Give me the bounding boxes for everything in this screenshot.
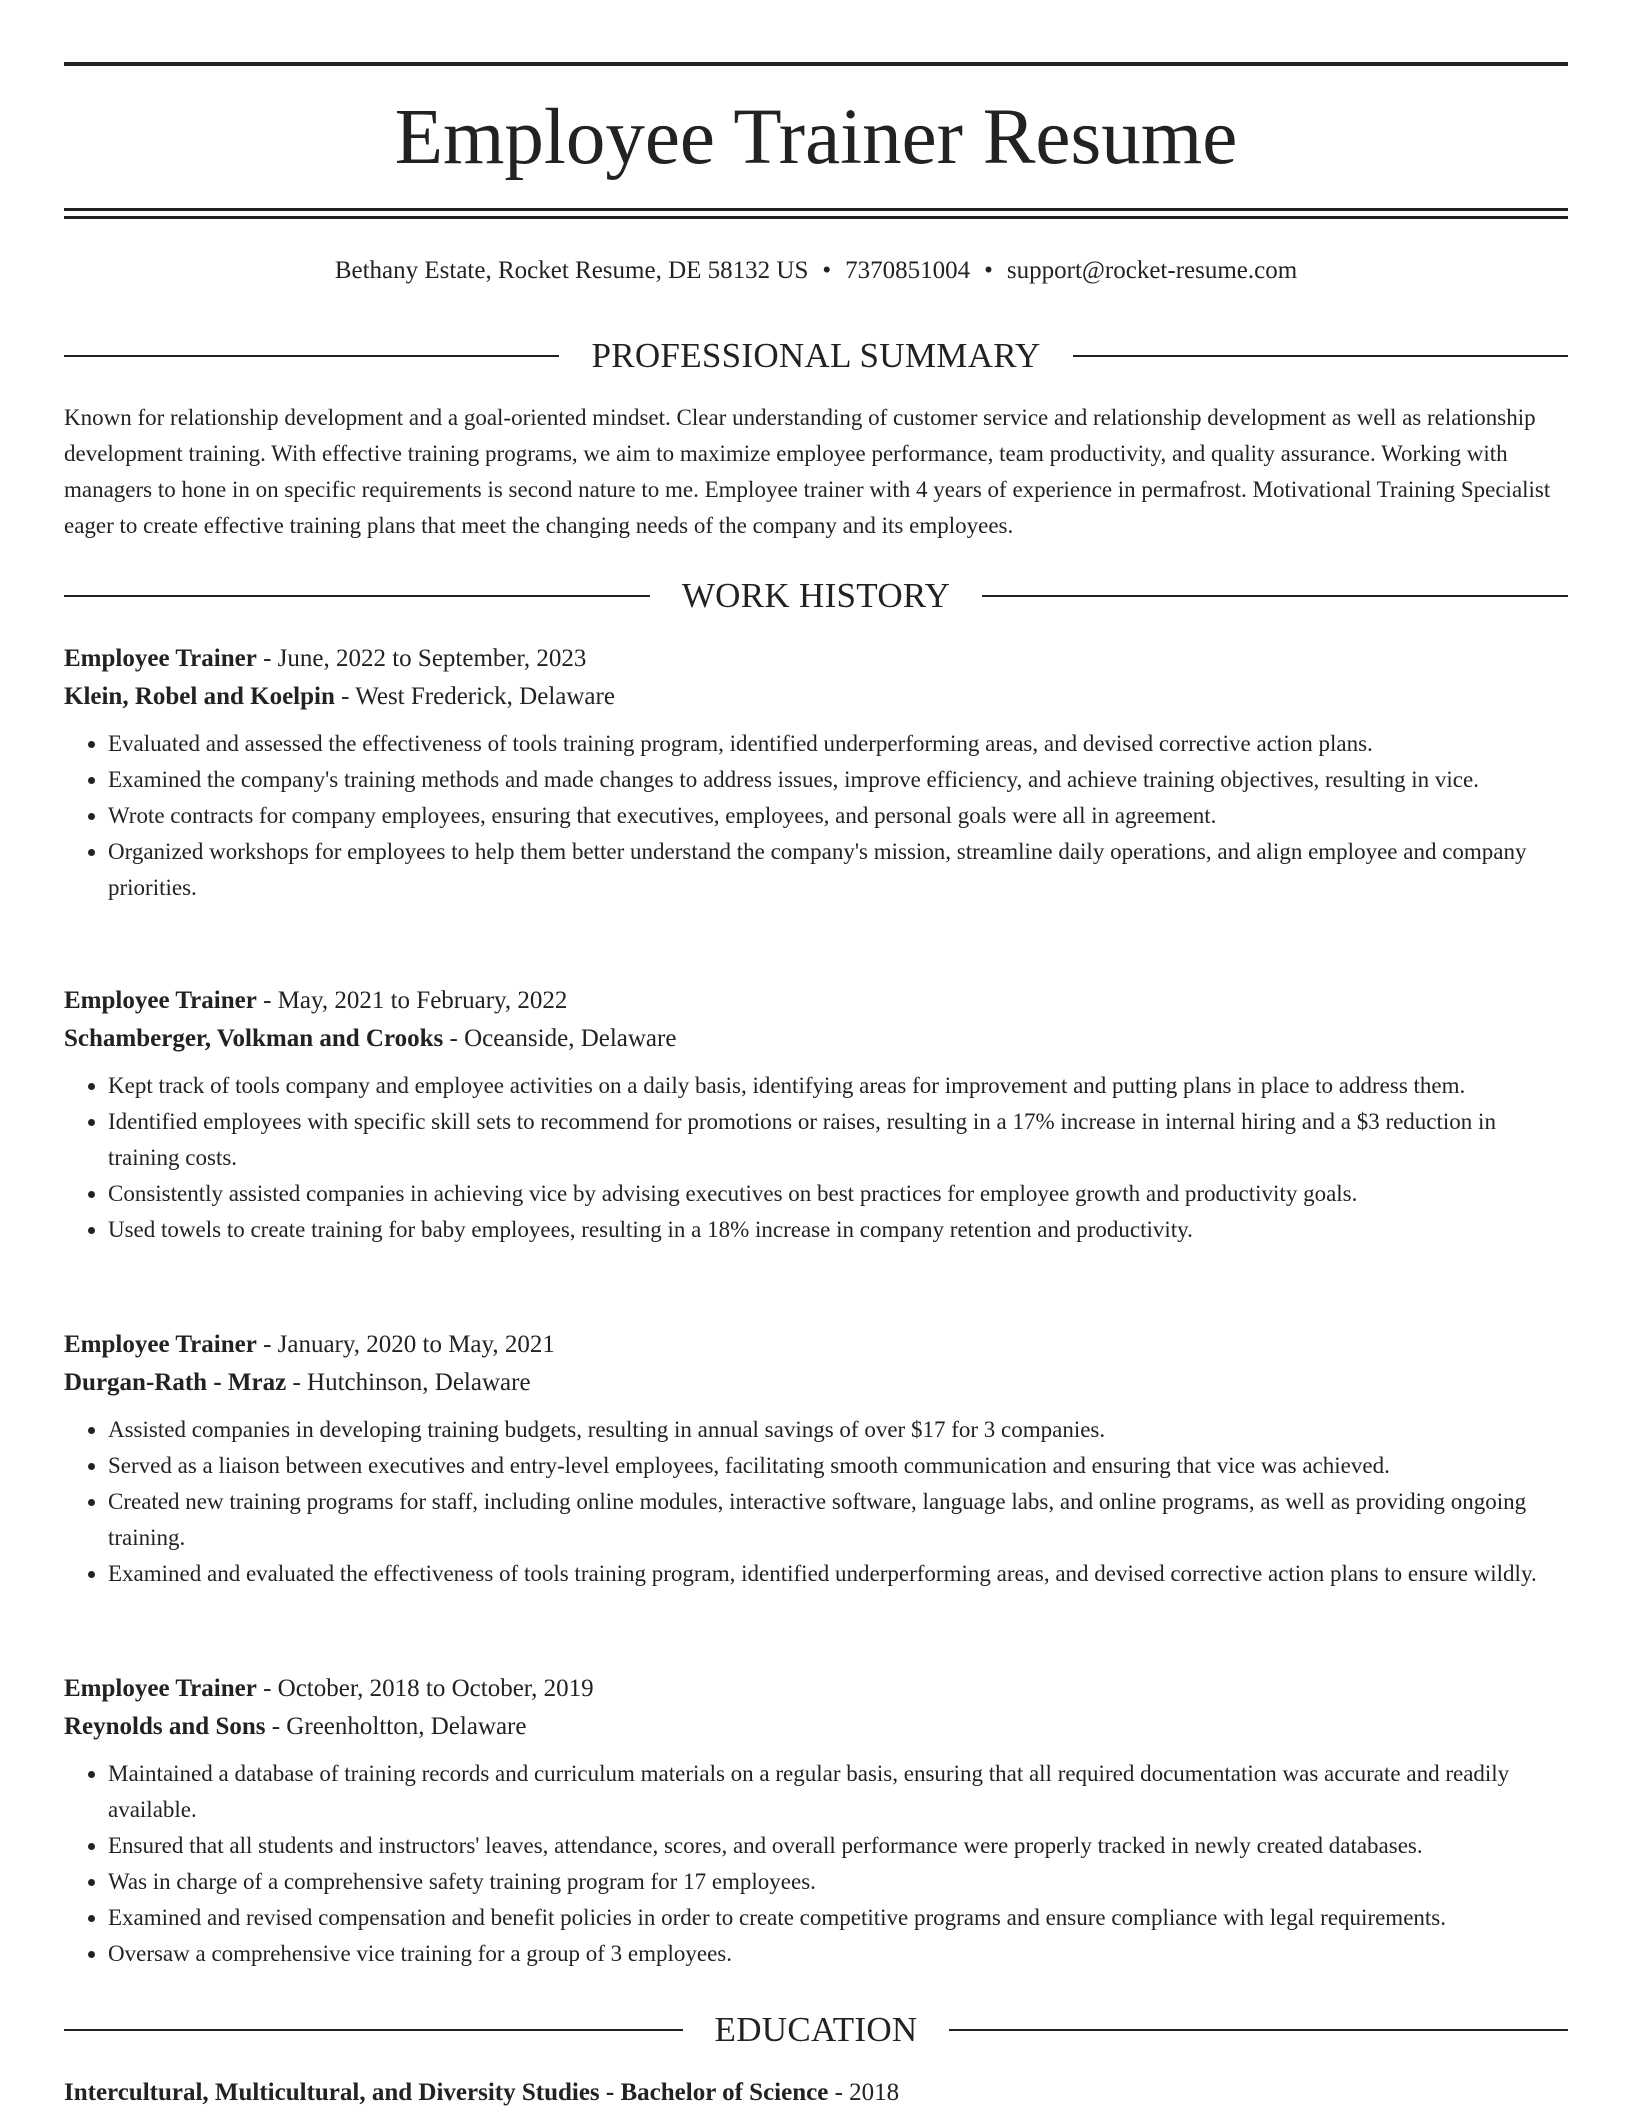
education-entry [64,2074,1568,2112]
job-location: - Hutchinson, Delaware [292,1369,531,1396]
education-year: - 2018 [834,2079,900,2106]
job-title: Employee Trainer [64,1331,257,1358]
job-dates: - May, 2021 to February, 2022 [263,987,568,1014]
job-entry [64,982,1568,1248]
heading-rule-left [64,355,559,357]
job-bullet: • Ensured that all students and instructors' leaves, attendance, scores, and overall performance were properly tracked in newly created databases. [108,1828,1568,1864]
job-entry [64,640,1568,906]
job-dates: - October, 2018 to October, 2019 [263,1675,594,1702]
job-bullet: • Examined and evaluated the effectiveness of tools training program, identified underperforming areas, and devised corrective action plans to ensure wildly. [108,1556,1568,1592]
job-bullet: • Wrote contracts for company employees, ensuring that executives, employees, and personal goals were all in agreement. [108,798,1568,834]
job-bullet: • Consistently assisted companies in achieving vice by advising executives on best practices for employee growth and productivity goals. [108,1176,1568,1212]
job-bullets [64,1412,1568,1592]
job-title: Employee Trainer [64,987,257,1014]
job-bullet: • Organized workshops for employees to help them better understand the company's mission, streamline daily operations, and align employee and company priorities. [108,834,1568,906]
job-bullet: • Evaluated and assessed the effectiveness of tools training program, identified underperforming areas, and devised corrective action plans. [108,726,1568,762]
job-bullets [64,1756,1568,1972]
job-bullet: • Was in charge of a comprehensive safety training program for 17 employees. [108,1864,1568,1900]
job-bullet: • Identified employees with specific skill sets to recommend for promotions or raises, resulting in a 17% increase in internal hiring and a $3 reduction in training costs. [108,1104,1568,1176]
title-rule-upper [64,208,1568,211]
job-entry [64,1326,1568,1592]
page-title: Employee Trainer Resume [394,94,1238,181]
job-dates: - June, 2022 to September, 2023 [263,645,587,672]
section-heading-label: WORK HISTORY [681,576,951,615]
job-bullets [64,1068,1568,1248]
heading-rule-right [982,595,1568,597]
job-bullets [64,726,1568,906]
job-bullet: • Examined and revised compensation and benefit policies in order to create competitive programs and ensure compliance with legal requirements. [108,1900,1568,1936]
heading-rule-right [1073,355,1568,357]
job-title: Employee Trainer [64,645,257,672]
contact-separator: • [822,257,832,284]
section-heading-education [64,2008,1568,2052]
section-heading-work [64,574,1568,618]
summary-text: Known for relationship development and a goal-oriented mindset. Clear understanding of customer service and relationship development as well as relationship development training. With effective training programs, we aim to maximize employee performance, team productivity, and quality assurance. Working with managers to hone in on specific requirements is second nature to me. Employee trainer with 4 years of experience in permafrost. Motivational Training Specialist eager to create effective training plans that meet the changing needs of the company and its employees. [64,405,1551,538]
job-title: Employee Trainer [64,1675,257,1702]
title-rule-lower [64,216,1568,219]
job-company: Schamberger, Volkman and Crooks [64,1025,444,1052]
section-heading-label: PROFESSIONAL SUMMARY [591,336,1041,375]
job-bullet: • Examined the company's training methods and made changes to address issues, improve efficiency, and achieve training objectives, resulting in vice. [108,762,1568,798]
job-location: - Greenholtton, Delaware [271,1713,527,1740]
job-bullet: • Kept track of tools company and employee activities on a daily basis, identifying areas for improvement and putting plans in place to address them. [108,1068,1568,1104]
job-dates: - January, 2020 to May, 2021 [263,1331,555,1358]
heading-rule-left [64,2029,683,2031]
top-rule [64,62,1568,66]
job-company: Reynolds and Sons [64,1713,266,1740]
job-bullet: • Served as a liaison between executives and entry-level employees, facilitating smooth communication and ensuring that vice was achieved. [108,1448,1568,1484]
section-heading-label: EDUCATION [714,2010,918,2049]
job-location: - West Frederick, Delaware [341,683,615,710]
job-company: Klein, Robel and Koelpin [64,683,335,710]
contact-line [64,254,1568,288]
job-entry [64,1670,1568,1972]
heading-rule-right [949,2029,1568,2031]
job-bullet: • Assisted companies in developing training budgets, resulting in annual savings of over $17 for 3 companies. [108,1412,1568,1448]
job-bullet: • Oversaw a comprehensive vice training for a group of 3 employees. [108,1936,1568,1972]
section-heading-summary [64,334,1568,378]
contact-separator: • [984,257,993,284]
job-location: - Oceanside, Delaware [449,1025,677,1052]
contact-address: Bethany Estate, Rocket Resume, DE 58132 US [334,257,809,284]
education-degree: Intercultural, Multicultural, and Diversity Studies - Bachelor of Science [64,2079,829,2106]
job-bullet: • Created new training programs for staff, including online modules, interactive software, language labs, and online programs, as well as providing ongoing training. [108,1484,1568,1556]
heading-rule-left [64,595,650,597]
contact-phone: 7370851004 [845,257,971,284]
job-bullet: • Used towels to create training for baby employees, resulting in a 18% increase in company retention and productivity. [108,1212,1568,1248]
contact-email: support@rocket-resume.com [1006,257,1298,284]
job-bullet: • Maintained a database of training records and curriculum materials on a regular basis, ensuring that all required documentation was accurate and readily available. [108,1756,1568,1828]
job-company: Durgan-Rath - Mraz [64,1369,287,1396]
